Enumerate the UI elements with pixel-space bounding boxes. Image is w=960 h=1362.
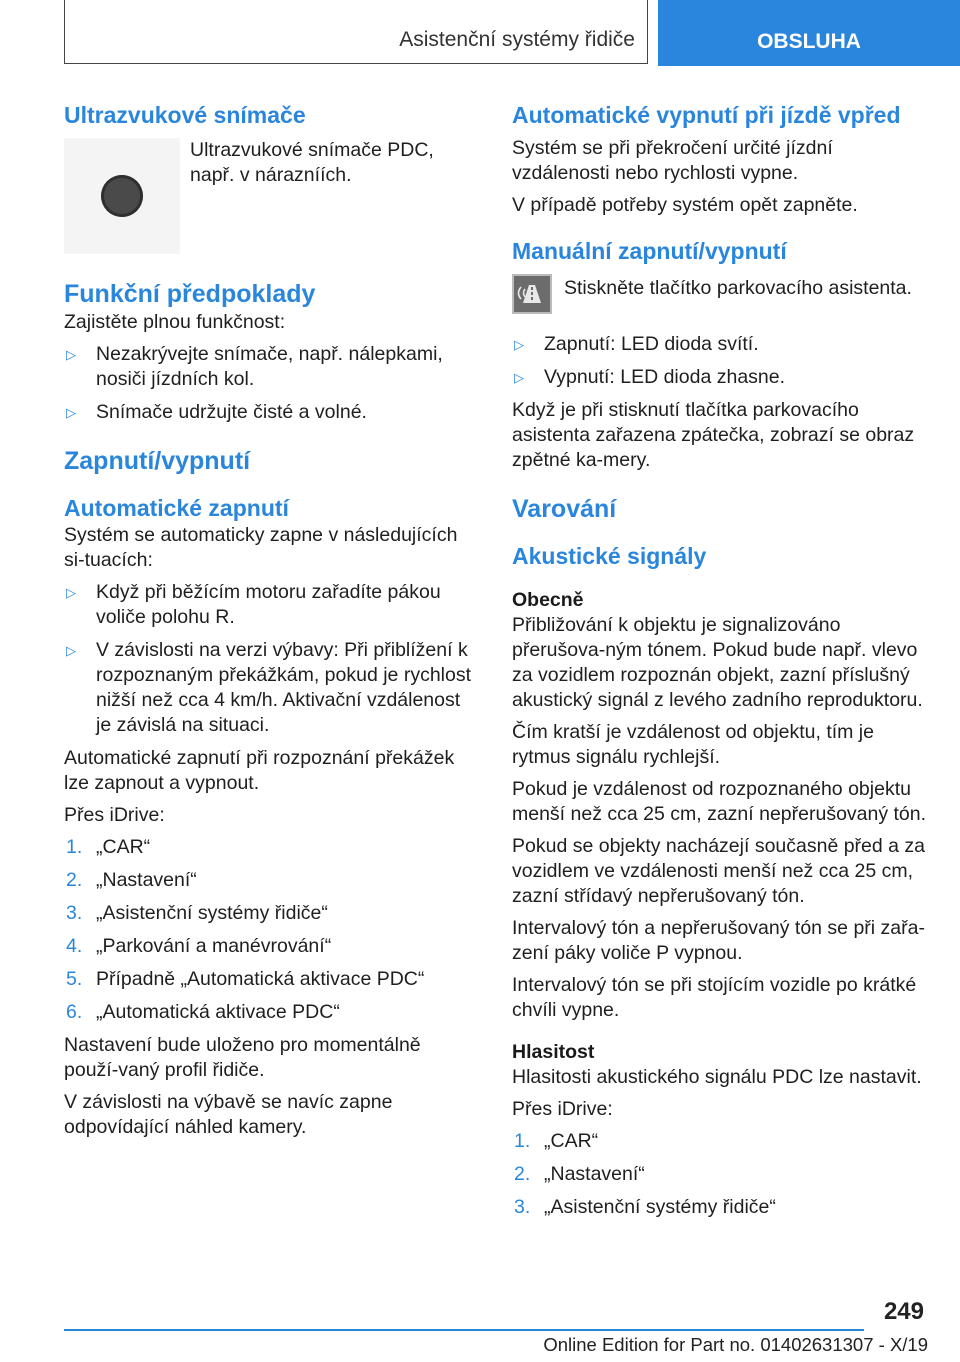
auto-paragraph-4: V závislosti na výbavě se navíc zapne odpovídající náhled kamery.: [64, 1091, 393, 1138]
step-item: [64, 868, 480, 893]
step-text: „Nastavení“: [96, 869, 197, 891]
heading-auto-off-forward: Automatické vypnutí při jízdě vpřed: [512, 102, 901, 128]
chapter-title: Asistenční systémy řidiče: [399, 28, 635, 51]
page-header: [0, 0, 960, 66]
step-text: „Asistenční systémy řidiče“: [544, 1196, 776, 1218]
heading-auto-on: Automatické zapnutí: [64, 495, 289, 521]
auto-paragraph-2: Přes iDrive:: [64, 804, 165, 826]
step-item: [64, 901, 480, 926]
heading-on-off: Zapnutí/vypnutí: [64, 447, 251, 475]
requirements-intro: Zajistěte plnou funkčnost:: [64, 311, 286, 333]
volume-paragraph-1: Hlasitosti akustického signálu PDC lze nastavit.: [512, 1066, 922, 1088]
acoustic-paragraph: Přibližování k objektu je signalizováno přerušova-ným tónem. Pokud bude např. vlevo za vozidlem rozpoznán objekt, zazní příslušný akustický signál z levého zadního reproduktoru.: [512, 614, 923, 711]
acoustic-paragraph: Čím kratší je vzdálenost od objektu, tím je rytmus signálu rychlejší.: [512, 721, 874, 768]
auto-paragraph-3: Nastavení bude uloženo pro momentálně použí-vaný profil řidiče.: [64, 1034, 421, 1081]
step-item: [512, 1162, 928, 1187]
step-text: „Nastavení“: [544, 1163, 645, 1185]
auto-intro: Systém se automaticky zapne v následujících si-tuacích:: [64, 524, 458, 571]
step-text: „Automatická aktivace PDC“: [96, 1001, 340, 1023]
sensor-description: Ultrazvukové snímače PDC, např. v nárazníích.: [190, 139, 434, 186]
step-text: „CAR“: [96, 836, 151, 858]
pdc-instruction: Stiskněte tlačítko parkovacího asistenta.: [564, 277, 912, 299]
step-item: [512, 1195, 928, 1220]
step-item: [64, 835, 480, 860]
manual-paragraph-1: Když je při stisknutí tlačítka parkovacího asistenta zařazena zpátečka, zobrazí se obraz zpětné ka-mery.: [512, 399, 915, 471]
step-item: [64, 1000, 480, 1025]
section-tab[interactable]: OBSLUHA: [658, 0, 960, 66]
step-number: 3.: [66, 902, 83, 924]
acoustic-paragraph: Intervalový tón a nepřerušovaný tón se při zařa-zení páky voliče P vypnou.: [512, 917, 925, 964]
sensor-figure: [64, 138, 480, 256]
page-number: 249: [883, 1298, 924, 1325]
step-text: „CAR“: [544, 1130, 599, 1152]
heading-warning: Varování: [512, 495, 617, 523]
step-text: Případně „Automatická aktivace PDC“: [96, 968, 425, 990]
right-column: [512, 100, 928, 1228]
volume-paragraph-2: Přes iDrive:: [512, 1098, 613, 1120]
step-text: „Asistenční systémy řidiče“: [96, 902, 328, 924]
step-number: 2.: [66, 869, 83, 891]
forward-paragraph-1: Systém se při překročení určité jízdní vzdálenosti nebo rychlosti vypne.: [512, 137, 833, 184]
step-number: 4.: [66, 935, 83, 957]
parking-assist-icon: [512, 274, 552, 314]
requirements-list: [64, 342, 480, 425]
sensor-image: [64, 138, 180, 254]
pdc-button-figure: [512, 274, 928, 320]
heading-ultrasonic-sensors: Ultrazvukové snímače: [64, 102, 306, 128]
volume-steps: [512, 1129, 928, 1220]
heading-acoustic-signals: Akustické signály: [512, 543, 707, 569]
footer-divider: [64, 1329, 864, 1331]
step-number: 3.: [514, 1196, 531, 1218]
list-item: ▷ Když při běžícím motoru zařadíte pákou voliče polohu R.: [64, 580, 480, 630]
heading-volume: Hlasitost: [512, 1041, 595, 1063]
manual-list: [512, 332, 928, 390]
list-item: ▷ Snímače udržujte čisté a volné.: [64, 400, 480, 425]
step-number: 6.: [66, 1001, 83, 1023]
auto-paragraph-1: Automatické zapnutí při rozpoznání překážek lze zapnout a vypnout.: [64, 747, 455, 794]
acoustic-paragraph: Pokud je vzdálenost od rozpoznaného objektu menší než cca 25 cm, zazní nepřerušovaný tón.: [512, 778, 927, 825]
list-item: ▷ Vypnutí: LED dioda zhasne.: [512, 365, 928, 390]
idrive-steps: [64, 835, 480, 1025]
step-number: 1.: [514, 1130, 531, 1152]
step-number: 5.: [66, 968, 83, 990]
heading-manual-on-off: Manuální zapnutí/vypnutí: [512, 238, 787, 264]
list-item: ▷ V závislosti na verzi výbavy: Při přiblížení k rozpoznaným překážkám, pokud je rychlost nižší než cca 4 km/h. Aktivační vzdálenost je závislá na situaci.: [64, 638, 480, 738]
acoustic-paragraph: Intervalový tón se při stojícím vozidle po krátké chvíli vypne.: [512, 974, 917, 1021]
left-column: [64, 100, 480, 1147]
sensor-icon: [101, 175, 143, 217]
heading-general: Obecně: [512, 589, 584, 611]
step-number: 1.: [66, 836, 83, 858]
heading-requirements: Funkční předpoklady: [64, 280, 316, 308]
acoustic-paragraph: Pokud se objekty nacházejí současně před a za vozidlem ve vzdálenosti menší než cca 25 cm, zazní střídavý nepřerušovaný tón.: [512, 835, 926, 907]
step-text: „Parkování a manévrování“: [96, 935, 332, 957]
step-item: [64, 967, 480, 992]
list-item: ▷ Nezakrývejte snímače, např. nálepkami, nosiči jízdních kol.: [64, 342, 480, 392]
step-item: [512, 1129, 928, 1154]
header-box: [64, 0, 648, 64]
step-item: [64, 934, 480, 959]
forward-paragraph-2: V případě potřeby systém opět zapněte.: [512, 194, 858, 216]
auto-list: [64, 580, 480, 738]
step-number: 2.: [514, 1163, 531, 1185]
list-item: ▷ Zapnutí: LED dioda svítí.: [512, 332, 928, 357]
footer-edition: Online Edition for Part no. 01402631307 - X/19: [543, 1334, 928, 1355]
